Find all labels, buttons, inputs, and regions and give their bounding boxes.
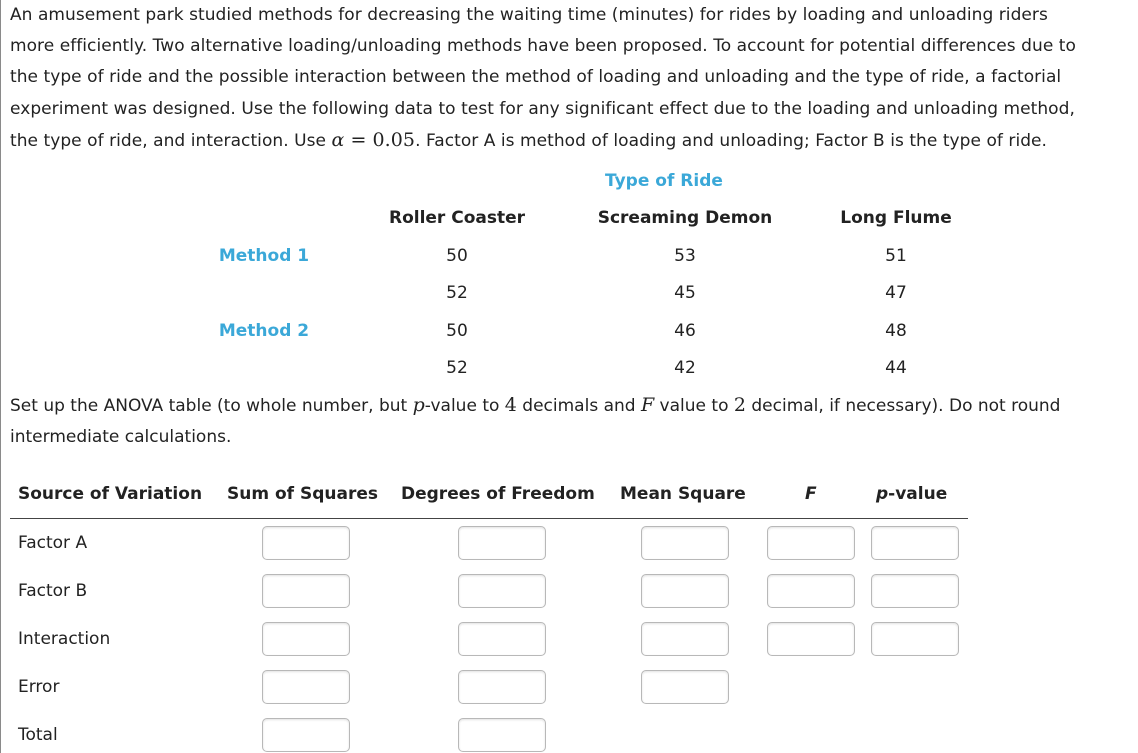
- problem-line: the type of ride and the possible interaction between the method of loading and unloading and the type of ride, a factorial: [10, 67, 1062, 88]
- factor-a-p-input[interactable]: [871, 526, 959, 560]
- problem-text: the type of ride, and interaction. Use: [10, 130, 332, 151]
- table-cell: 48: [885, 321, 907, 341]
- header-mean-square: Mean Square: [620, 484, 746, 504]
- instructions-line: intermediate calculations.: [10, 427, 232, 448]
- problem-line: experiment was designed. Use the following data to test for any significant effect due to the loading and unloading method,: [10, 98, 1075, 119]
- total-ss-input[interactable]: [262, 718, 350, 752]
- table-cell: 50: [446, 321, 468, 341]
- table-caption: Type of Ride: [605, 171, 723, 191]
- error-ms-input[interactable]: [641, 670, 729, 704]
- problem-text: . Factor A is method of loading and unloading; Factor B is the type of ride.: [415, 130, 1048, 151]
- factor-b-p-input[interactable]: [871, 574, 959, 608]
- table-cell: 44: [885, 358, 907, 378]
- interaction-df-input[interactable]: [458, 622, 546, 656]
- column-header: Roller Coaster: [388, 208, 526, 228]
- column-header: Long Flume: [840, 208, 952, 228]
- row-header: Method 1: [218, 246, 310, 266]
- header-sum-of-squares: Sum of Squares: [227, 484, 378, 504]
- header-p-italic: p: [876, 484, 889, 504]
- instructions: [10, 390, 1138, 453]
- p-symbol-text: p: [412, 394, 425, 416]
- p-symbol: [413, 394, 425, 416]
- factor-b-ms-input[interactable]: [641, 574, 729, 608]
- table-cell: 52: [446, 358, 468, 378]
- table-cell: 50: [446, 246, 468, 266]
- factor-a-f-input[interactable]: [767, 526, 855, 560]
- alpha-value: 0.05: [372, 128, 416, 151]
- table-cell: 46: [674, 321, 696, 341]
- header-p-value: [876, 484, 947, 504]
- factor-b-df-input[interactable]: [458, 574, 546, 608]
- four-value: 4: [504, 394, 517, 416]
- factor-a-ms-input[interactable]: [641, 526, 729, 560]
- f-symbol-text: F: [640, 394, 655, 416]
- total-df-input[interactable]: [458, 718, 546, 752]
- header-f: [805, 484, 817, 504]
- alpha-symbol: α: [331, 128, 345, 151]
- interaction-f-input[interactable]: [767, 622, 855, 656]
- table-cell: 47: [885, 283, 907, 303]
- factor-b-ss-input[interactable]: [262, 574, 350, 608]
- instructions-text: Set up the ANOVA table (to whole number, but: [10, 396, 413, 416]
- row-label-error: Error: [18, 677, 60, 697]
- interaction-ms-input[interactable]: [641, 622, 729, 656]
- instructions-text: decimals and: [516, 396, 641, 416]
- error-ss-input[interactable]: [262, 670, 350, 704]
- problem-statement: [10, 0, 1138, 157]
- two-value: 2: [733, 394, 746, 416]
- table-cell: 51: [885, 246, 907, 266]
- column-header: Screaming Demon: [597, 208, 773, 228]
- row-label-factor-a: Factor A: [18, 533, 88, 553]
- table-cell: 53: [674, 246, 696, 266]
- f-symbol: [641, 394, 654, 416]
- header-degrees-of-freedom: Degrees of Freedom: [401, 484, 595, 504]
- factor-a-ss-input[interactable]: [262, 526, 350, 560]
- instructions-text: value to: [654, 396, 734, 416]
- interaction-p-input[interactable]: [871, 622, 959, 656]
- row-header: Method 2: [218, 321, 310, 341]
- error-df-input[interactable]: [458, 670, 546, 704]
- factor-b-f-input[interactable]: [767, 574, 855, 608]
- row-label-total: Total: [18, 725, 58, 745]
- header-p-rest: -value: [888, 484, 948, 504]
- problem-line: [10, 125, 1138, 157]
- instructions-text: -value to: [424, 396, 505, 416]
- factor-a-df-input[interactable]: [458, 526, 546, 560]
- header-f-text: F: [805, 484, 817, 504]
- instructions-line: [10, 390, 1138, 422]
- header-source: Source of Variation: [18, 484, 203, 504]
- row-label-interaction: Interaction: [18, 629, 111, 649]
- alpha-equals: =: [344, 128, 373, 151]
- alpha-expression: [332, 129, 416, 151]
- interaction-ss-input[interactable]: [262, 622, 350, 656]
- table-cell: 52: [446, 283, 468, 303]
- row-label-factor-b: Factor B: [18, 581, 88, 601]
- table-cell: 45: [674, 283, 696, 303]
- header-divider: [10, 518, 968, 519]
- instructions-text: decimal, if necessary). Do not round: [745, 396, 1061, 416]
- problem-line: more efficiently. Two alternative loading/unloading methods have been proposed. To account for potential differences due to: [10, 36, 1076, 57]
- problem-line: An amusement park studied methods for decreasing the waiting time (minutes) for rides by loading and unloading riders: [10, 5, 1048, 25]
- table-cell: 42: [674, 358, 696, 378]
